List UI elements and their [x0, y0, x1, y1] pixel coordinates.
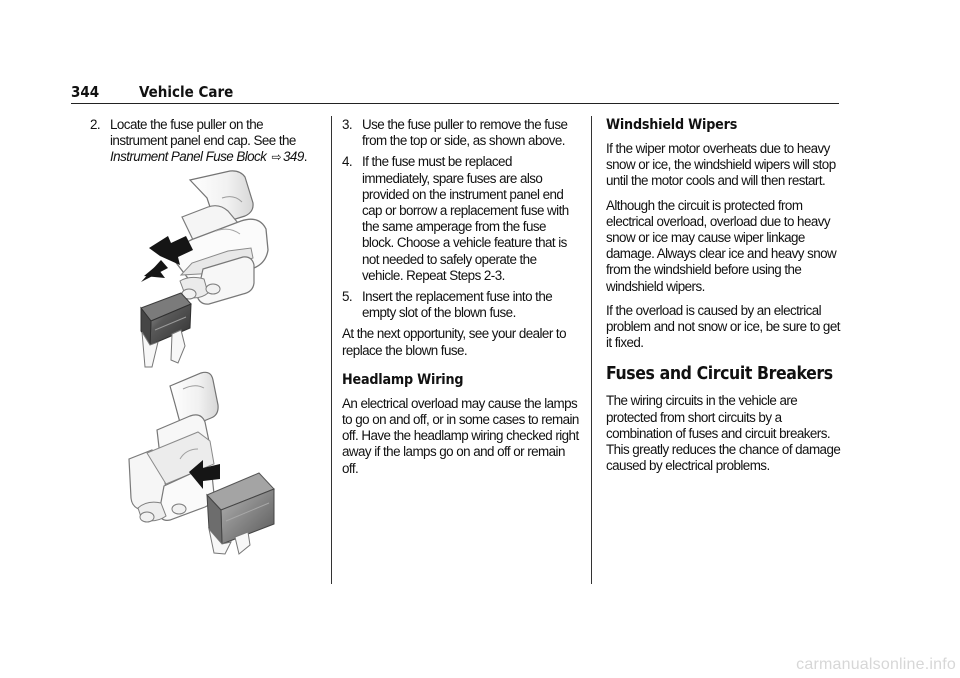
step-3-number: 3. [342, 117, 353, 132]
fuse-puller-illustration [108, 164, 290, 556]
section-title: Vehicle Care [139, 83, 234, 101]
fuse-puller-icon [129, 372, 218, 522]
step-2-end: . [303, 149, 307, 165]
page-reference-icon: ⇨ [271, 150, 282, 165]
wipers-paragraph-3: If the overload is caused by an electrical problem and not snow or ice, be sure to get it fixed. [606, 302, 840, 351]
step-4-number: 4. [342, 154, 353, 170]
instrument-panel-fuse-block-title: Instrument Panel Fuse Block [110, 149, 267, 165]
step-4-text: If the fuse must be replaced immediately, spare fuses are also provided on the instrument panel end cap or borrow a replacement fuse with the same amperage from the fuse block. Choose a vehicle feature that is not needed to safely operate the vehicle. Repeat Steps 2-3. [362, 154, 569, 283]
page-header [71, 83, 839, 105]
step-5-text: Insert the replacement fuse into the empty slot of the blown fuse. [362, 289, 553, 321]
light-mini-fuse-icon [207, 473, 274, 554]
step-5-number: 5. [342, 289, 353, 305]
step-2-text [110, 117, 322, 166]
column-divider-left [331, 116, 332, 584]
fuses-and-circuit-breakers-heading: Fuses and Circuit Breakers [606, 364, 833, 385]
step-3-text: Use the fuse puller to remove the fuse from the top or side, as shown above. [362, 117, 568, 149]
reference-page-number: 349 [283, 149, 304, 165]
wipers-paragraph-1: If the wiper motor overheats due to heavy snow or ice, the windshield wipers will stop until the motor cools and will then restart. [606, 141, 836, 189]
fuses-circuit-text: The wiring circuits in the vehicle are protected from short circuits by a combination of fuses and circuit breakers. This greatly reduces the chance of damage caused by electrical problems. [606, 393, 841, 474]
step-2-number: 2. [90, 117, 101, 132]
instrument-panel-fuse-block-link[interactable] [110, 149, 304, 164]
step-2-intro: Locate the fuse puller on the instrument panel end cap. See the [110, 117, 296, 149]
right-column [606, 117, 842, 482]
dark-mini-fuse-icon [141, 293, 191, 367]
page-number: 344 [71, 83, 100, 101]
step-2 [90, 117, 322, 166]
left-column [90, 117, 322, 171]
middle-column [342, 117, 580, 485]
wipers-paragraph-2: Although the circuit is protected from electrical overload, overload due to heavy snow or ice may cause wiper linkage damage. Always clear ice and heavy snow from the windshield before using the windshield wipers. [606, 197, 837, 294]
header-rule [71, 103, 839, 104]
windshield-wipers-heading: Windshield Wipers [606, 117, 738, 133]
headlamp-wiring-heading: Headlamp Wiring [342, 371, 464, 388]
watermark: carmanualsonline.info [796, 656, 956, 673]
step-4 [342, 154, 580, 284]
fuse-puller-icon [174, 171, 268, 304]
headlamp-wiring-text: An electrical overload may cause the lamps to go on and off, or in some cases to remain off. Have the headlamp wiring checked right away if the lamps go on and off or remain off. [342, 395, 579, 476]
step-5 [342, 289, 580, 321]
step-3 [342, 117, 580, 149]
column-divider-right [591, 116, 592, 584]
dealer-note: At the next opportunity, see your dealer to replace the blown fuse. [342, 326, 566, 358]
